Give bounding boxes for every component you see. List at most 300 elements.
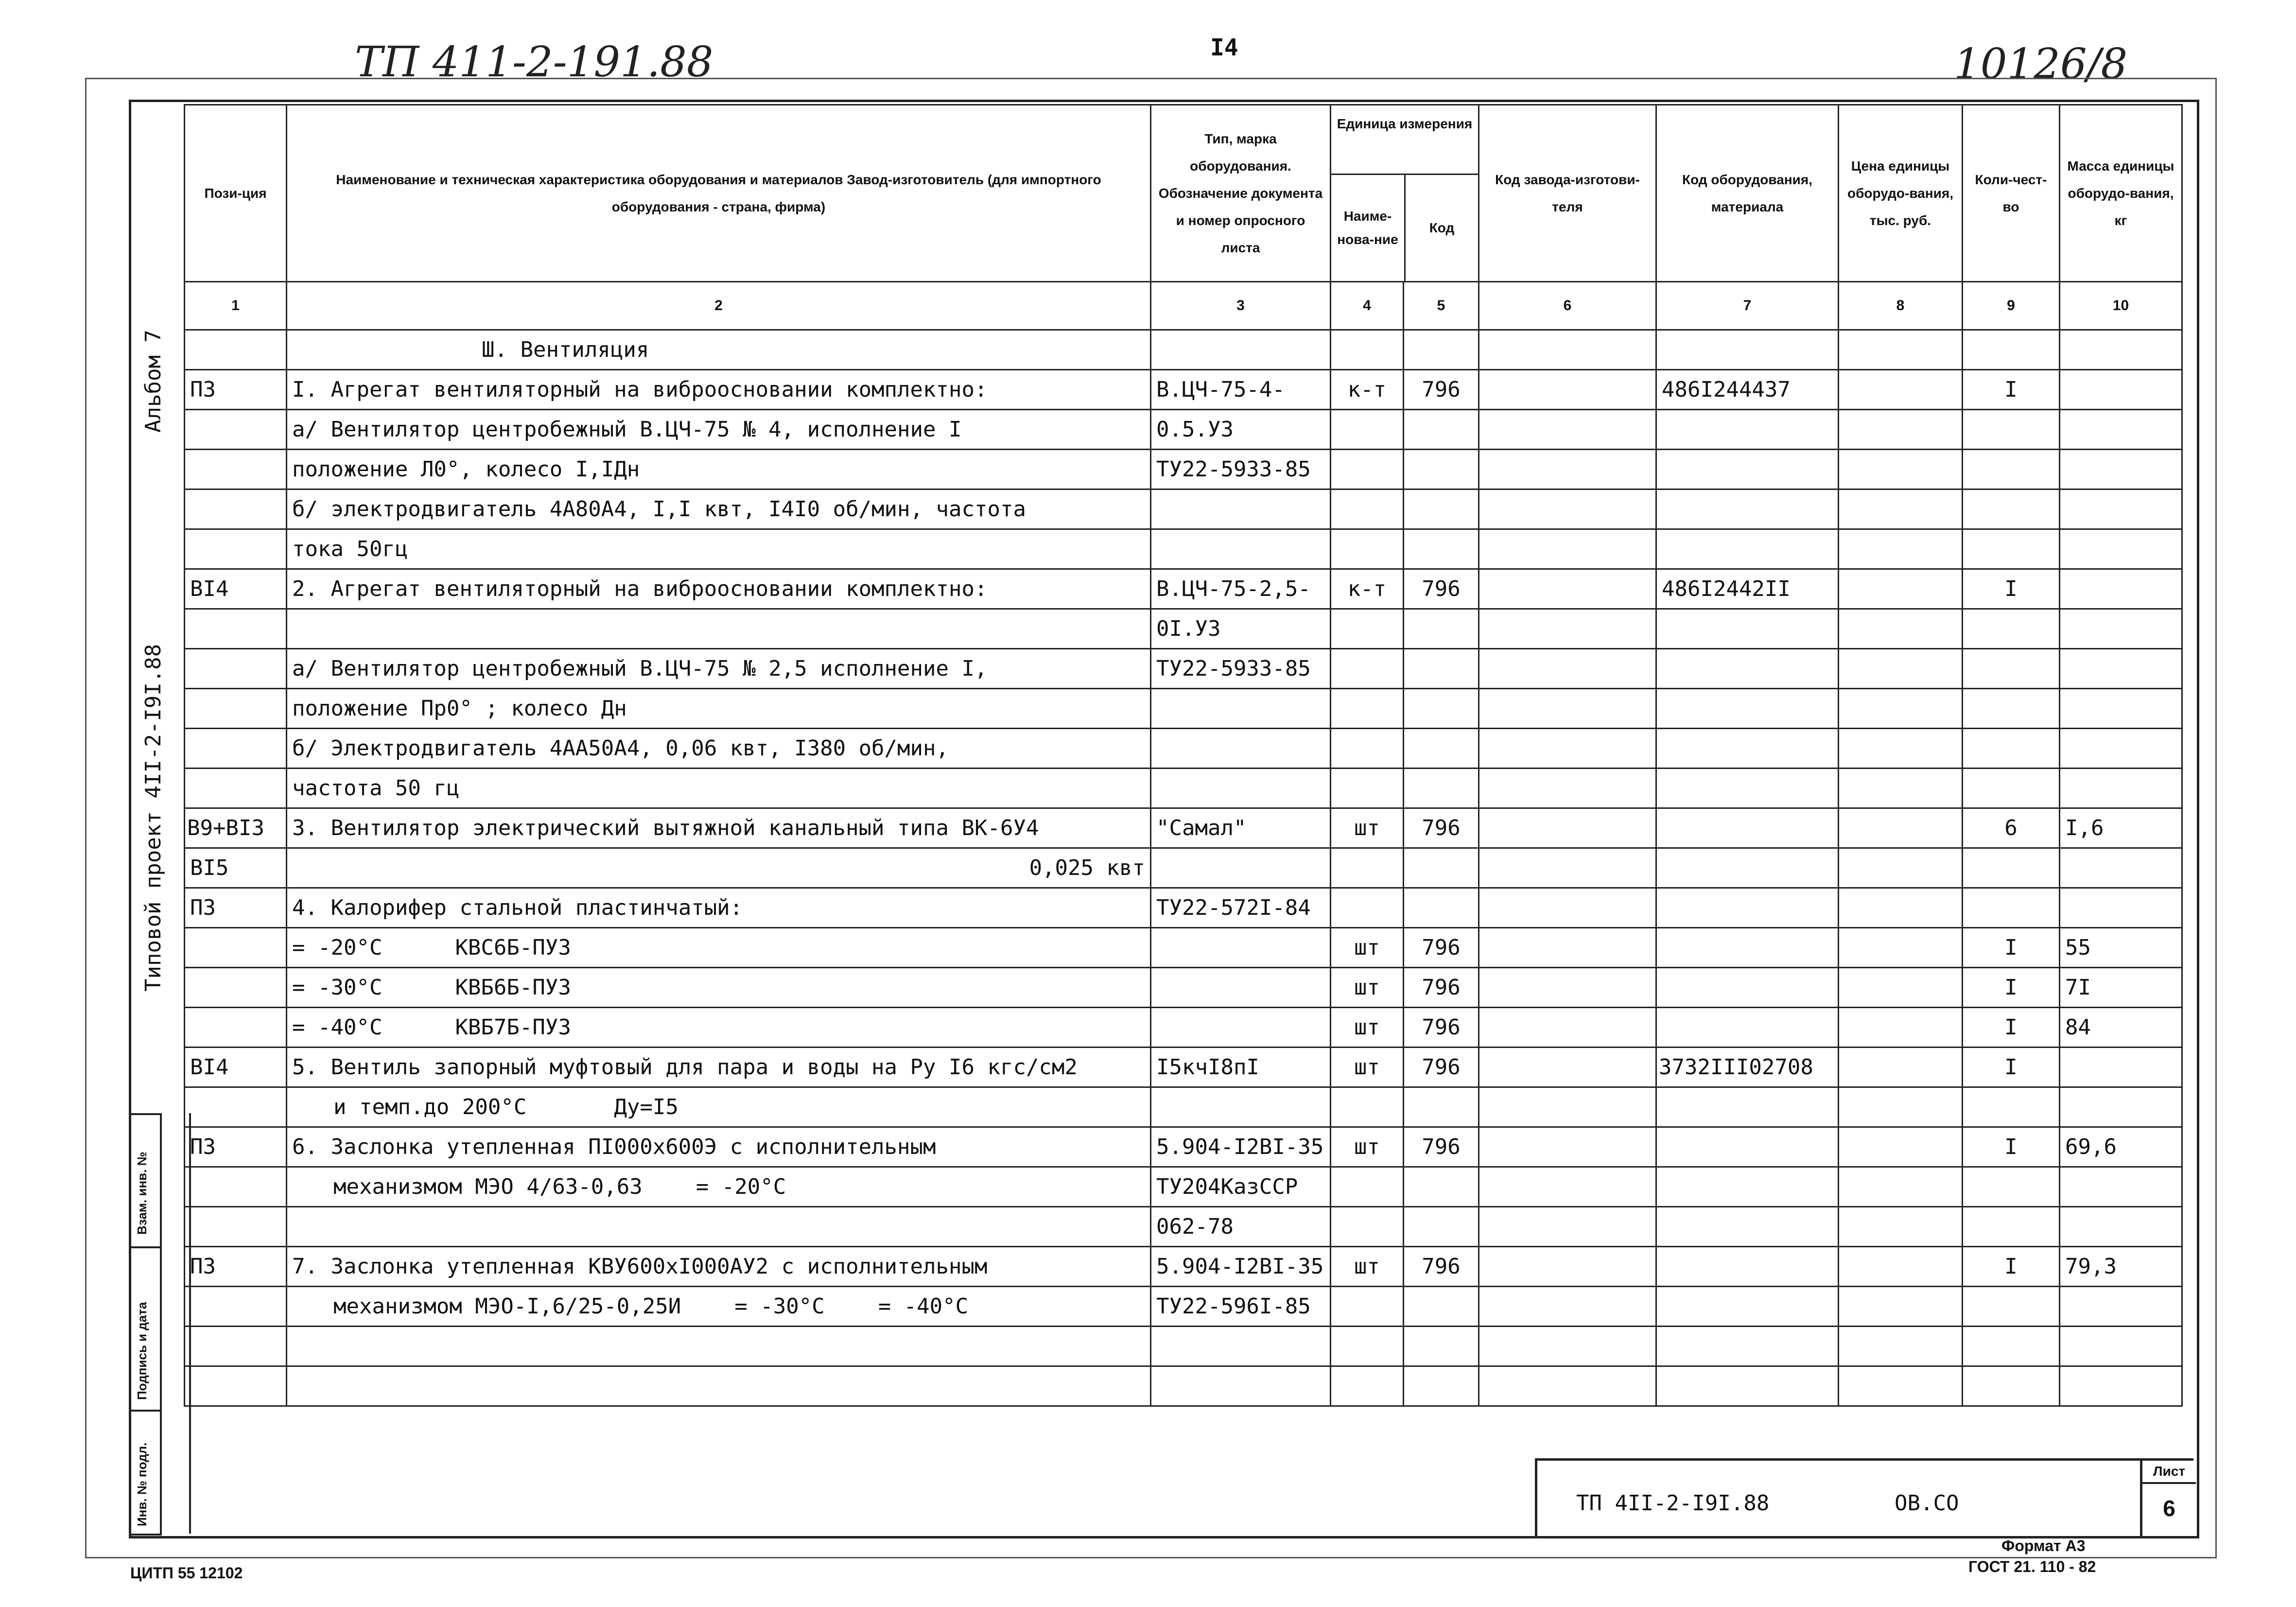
cell-pos: [185, 1327, 287, 1366]
cell-name: 5. Вентиль запорный муфтовый для пара и воды на Ру I6 кгс/см2: [287, 1048, 1151, 1087]
cell-code: [1404, 330, 1479, 370]
cell-maker-code: [1479, 1087, 1656, 1127]
table-row: [185, 769, 2182, 808]
cell-name: [287, 1087, 1151, 1127]
cell-maker-code: [1479, 330, 1656, 370]
cell-qty: I: [1963, 1127, 2060, 1167]
cell-pos: [185, 689, 287, 729]
cell-name: [287, 609, 1151, 649]
cell-mass: [2060, 1207, 2182, 1247]
cell-name: [287, 1366, 1151, 1406]
cell-mass: 55: [2060, 928, 2182, 968]
cell-unit: [1331, 1287, 1404, 1327]
cell-pos: [185, 1087, 287, 1127]
cell-code: [1404, 689, 1479, 729]
cell-code: 796: [1404, 569, 1479, 609]
cell-equip-code: [1656, 848, 1839, 888]
cell-mass: [2060, 888, 2182, 928]
col-header-5: Код: [1429, 220, 1455, 235]
cell-name-dn: Ду=I5: [614, 1095, 678, 1119]
cell-mass: 7I: [2060, 968, 2182, 1008]
cell-type: ТУ22-572I-84: [1151, 888, 1331, 928]
cell-type: ТУ22-5933-85: [1151, 450, 1331, 489]
stamp-code: ОВ.СО: [1895, 1491, 1959, 1516]
cell-type: [1151, 729, 1331, 769]
table-row: [185, 529, 2182, 569]
cell-unit: к-т: [1331, 569, 1404, 609]
cell-name-temp: = -20°С: [292, 935, 383, 960]
cell-price: [1839, 1207, 1963, 1247]
cell-pos: ВI4: [185, 569, 287, 609]
cell-type: [1151, 1366, 1331, 1406]
cell-type: [1151, 1327, 1331, 1366]
cell-maker-code: [1479, 1048, 1656, 1087]
cell-code: 796: [1404, 1008, 1479, 1048]
cell-mass: 79,3: [2060, 1247, 2182, 1287]
cell-pos: П3: [185, 888, 287, 928]
cell-qty: [1963, 450, 2060, 489]
cell-qty: [1963, 689, 2060, 729]
cell-code: 796: [1404, 370, 1479, 410]
cell-price: [1839, 968, 1963, 1008]
cell-price: [1839, 1048, 1963, 1087]
page-number: I4: [1210, 34, 1238, 61]
cell-name: а/ Вентилятор центробежный В.ЦЧ-75 № 2,5 исполнение I,: [287, 649, 1151, 689]
cell-pos: П3: [185, 370, 287, 410]
cell-mass: [2060, 609, 2182, 649]
table-row: [185, 1327, 2182, 1366]
cell-code: [1404, 1287, 1479, 1327]
cell-equip-code: [1656, 1008, 1839, 1048]
cell-price: [1839, 330, 1963, 370]
cell-unit: шт: [1331, 1247, 1404, 1287]
cell-equip-code: [1656, 489, 1839, 529]
cell-pos: [185, 1167, 287, 1207]
cell-qty: [1963, 529, 2060, 569]
table-row: [185, 489, 2182, 529]
cell-price: [1839, 848, 1963, 888]
cell-price: [1839, 450, 1963, 489]
cell-equip-code: [1656, 330, 1839, 370]
cell-mass: [2060, 410, 2182, 450]
cell-equip-code: [1656, 769, 1839, 808]
cell-name: 4. Калорифер стальной пластинчатый:: [287, 888, 1151, 928]
cell-maker-code: [1479, 1327, 1656, 1366]
cell-pos: [185, 489, 287, 529]
cell-maker-code: [1479, 769, 1656, 808]
cell-equip-code: [1656, 1087, 1839, 1127]
cell-qty: [1963, 649, 2060, 689]
cell-type: ТУ22-5933-85: [1151, 649, 1331, 689]
cell-type: [1151, 330, 1331, 370]
cell-mass: [2060, 1287, 2182, 1327]
cell-unit: [1331, 330, 1404, 370]
cell-qty: I: [1963, 569, 2060, 609]
cell-pos: [185, 330, 287, 370]
cell-price: [1839, 1008, 1963, 1048]
cell-price: [1839, 769, 1963, 808]
cell-qty: I: [1963, 968, 2060, 1008]
cell-unit: [1331, 729, 1404, 769]
cell-unit: [1331, 689, 1404, 729]
col-num-4: 4: [1331, 282, 1404, 330]
cell-code: [1404, 529, 1479, 569]
cell-type: [1151, 1087, 1331, 1127]
cell-type: [1151, 968, 1331, 1008]
cell-equip-code: [1656, 529, 1839, 569]
cell-mass: [2060, 1366, 2182, 1406]
cell-name: 2. Агрегат вентиляторный на виброосновании комплектно:: [287, 569, 1151, 609]
col-num-10: 10: [2060, 282, 2182, 330]
col-header-6: Код завода-изготови-теля: [1479, 105, 1656, 282]
cell-pos: [185, 1207, 287, 1247]
cell-pos: [185, 1287, 287, 1327]
cell-qty: [1963, 1167, 2060, 1207]
cell-mass: [2060, 1327, 2182, 1366]
cell-equip-code: [1656, 1327, 1839, 1366]
cell-maker-code: [1479, 1008, 1656, 1048]
cell-price: [1839, 808, 1963, 848]
cell-qty: I: [1963, 1247, 2060, 1287]
cell-code: [1404, 1327, 1479, 1366]
title-block: [1535, 1458, 2193, 1536]
cell-unit: [1331, 649, 1404, 689]
cell-type: [1151, 529, 1331, 569]
cell-pos: П3: [185, 1127, 287, 1167]
cell-qty: I: [1963, 370, 2060, 410]
cell-maker-code: [1479, 888, 1656, 928]
cell-code: [1404, 649, 1479, 689]
cell-type: "Самал": [1151, 808, 1331, 848]
cell-type: I5кчI8пI: [1151, 1048, 1331, 1087]
cell-type: 0.5.У3: [1151, 410, 1331, 450]
cell-equip-code: [1656, 1127, 1839, 1167]
cell-price: [1839, 729, 1963, 769]
cell-qty: [1963, 1327, 2060, 1366]
cell-maker-code: [1479, 410, 1656, 450]
cell-pos: [185, 928, 287, 968]
cell-equip-code: [1656, 1366, 1839, 1406]
table-row: [185, 1087, 2182, 1127]
cell-unit: [1331, 1207, 1404, 1247]
col-header-4: Наиме-нова-ние: [1331, 175, 1406, 281]
cell-mass: [2060, 569, 2182, 609]
cell-name: б/ электродвигатель 4А80А4, I,I квт, I4I0 об/мин, частота: [287, 489, 1151, 529]
cell-type: [1151, 1008, 1331, 1048]
cell-code: 796: [1404, 1247, 1479, 1287]
footer-format: Формат А3: [2001, 1537, 2086, 1555]
cell-mass: [2060, 1167, 2182, 1207]
cell-qty: [1963, 1087, 2060, 1127]
cell-name: 6. Заслонка утепленная ПI000х600Э с исполнительным: [287, 1127, 1151, 1167]
footer-gost: ГОСТ 21. 110 - 82: [1968, 1558, 2096, 1575]
table-row: [185, 928, 2182, 968]
cell-maker-code: [1479, 968, 1656, 1008]
cell-name-temp: = -20°С: [696, 1174, 786, 1199]
table-row: [185, 1167, 2182, 1207]
cell-pos: [185, 649, 287, 689]
cell-unit: шт: [1331, 1048, 1404, 1087]
cell-name: 7. Заслонка утепленная КВУ600хI000АУ2 с исполнительным: [287, 1247, 1151, 1287]
cell-price: [1839, 1167, 1963, 1207]
cell-maker-code: [1479, 848, 1656, 888]
cell-equip-code: [1656, 1207, 1839, 1247]
cell-type: ТУ22-596I-85: [1151, 1287, 1331, 1327]
table-row: [185, 729, 2182, 769]
cell-price: [1839, 888, 1963, 928]
cell-name: частота 50 гц: [287, 769, 1151, 808]
cell-type: [1151, 928, 1331, 968]
cell-equip-code: [1656, 1287, 1839, 1327]
table-row: [185, 609, 2182, 649]
side-box-label-3: Инв. № подл.: [135, 1442, 149, 1526]
col-header-9: Коли-чест-во: [1963, 105, 2060, 282]
cell-qty: [1963, 848, 2060, 888]
cell-pos: [185, 968, 287, 1008]
cell-unit: [1331, 848, 1404, 888]
cell-qty: [1963, 888, 2060, 928]
col-header-3: Тип, марка оборудования. Обозначение документа и номер опросного листа: [1151, 105, 1331, 282]
cell-code: [1404, 489, 1479, 529]
cell-price: [1839, 1087, 1963, 1127]
cell-pos: [185, 609, 287, 649]
cell-equip-code: [1656, 450, 1839, 489]
col-header-1: Пози-ция: [185, 105, 287, 282]
cell-mass: [2060, 848, 2182, 888]
cell-mass: [2060, 330, 2182, 370]
cell-name: тока 50гц: [287, 529, 1151, 569]
cell-unit: [1331, 769, 1404, 808]
cell-qty: [1963, 769, 2060, 808]
cell-code: 796: [1404, 928, 1479, 968]
cell-type: 5.904-I2ВI-35: [1151, 1247, 1331, 1287]
cell-equip-code: 3732III02708: [1656, 1048, 1839, 1087]
cell-mass: [2060, 769, 2182, 808]
cell-code: 796: [1404, 1127, 1479, 1167]
cell-pos: В9+ВI3: [185, 808, 287, 848]
cell-mass: [2060, 649, 2182, 689]
cell-name: [287, 1167, 1151, 1207]
cell-name-temp-1: = -30°С: [734, 1294, 825, 1319]
cell-price: [1839, 1247, 1963, 1287]
cell-pos: П3: [185, 1247, 287, 1287]
cell-qty: [1963, 1366, 2060, 1406]
cell-type: 5.904-I2ВI-35: [1151, 1127, 1331, 1167]
cell-pos: [185, 769, 287, 808]
side-box-label-2: Подпись и дата: [135, 1302, 149, 1400]
table-row: [185, 450, 2182, 489]
cell-pos: ВI5: [185, 848, 287, 888]
header-row: [185, 105, 2182, 282]
cell-mass: [2060, 450, 2182, 489]
cell-name: положение Л0°, колесо I,IДн: [287, 450, 1151, 489]
cell-qty: 6: [1963, 808, 2060, 848]
cell-name: [287, 1287, 1151, 1327]
col-num-9: 9: [1963, 282, 2060, 330]
table-row: [185, 649, 2182, 689]
cell-unit: [1331, 1167, 1404, 1207]
cell-unit: [1331, 529, 1404, 569]
stamp-designation: ТП 4II-2-I9I.88: [1576, 1491, 1770, 1516]
table-row: [185, 968, 2182, 1008]
cell-pos: ВI4: [185, 1048, 287, 1087]
cell-unit: к-т: [1331, 370, 1404, 410]
cell-name-actuator: механизмом МЭО-I,6/25-0,25И: [333, 1294, 681, 1319]
col-header-2: Наименование и техническая характеристика оборудования и материалов Завод-изготовитель (для импортного оборудования - страна, фирма): [287, 105, 1151, 282]
table-row: [185, 888, 2182, 928]
cell-qty: [1963, 330, 2060, 370]
cell-name: б/ Электродвигатель 4АА50А4, 0,06 квт, I380 об/мин,: [287, 729, 1151, 769]
cell-name-model: КВС6Б-ПУ3: [455, 935, 571, 960]
cell-price: [1839, 1366, 1963, 1406]
cell-code: [1404, 609, 1479, 649]
cell-equip-code: 486I2442II: [1656, 569, 1839, 609]
cell-qty: [1963, 609, 2060, 649]
cell-price: [1839, 410, 1963, 450]
cell-name: 0,025 квт: [287, 848, 1151, 888]
cell-price: [1839, 609, 1963, 649]
cell-pos: [185, 729, 287, 769]
cell-type: В.ЦЧ-75-4-: [1151, 370, 1331, 410]
cell-maker-code: [1479, 808, 1656, 848]
cell-mass: [2060, 729, 2182, 769]
cell-name-temp: = -40°С: [292, 1015, 383, 1040]
cell-code: 796: [1404, 808, 1479, 848]
cell-maker-code: [1479, 1366, 1656, 1406]
cell-equip-code: [1656, 888, 1839, 928]
cell-unit: [1331, 1366, 1404, 1406]
cell-price: [1839, 370, 1963, 410]
table-row: [185, 1127, 2182, 1167]
cell-pos: [185, 1366, 287, 1406]
side-stamp-boxes: [129, 1113, 191, 1534]
cell-price: [1839, 649, 1963, 689]
cell-maker-code: [1479, 489, 1656, 529]
cell-mass: I,6: [2060, 808, 2182, 848]
cell-equip-code: [1656, 649, 1839, 689]
cell-code: [1404, 450, 1479, 489]
sheet-number: 6: [2163, 1496, 2175, 1521]
col-header-7: Код оборудования, материала: [1656, 105, 1839, 282]
table-row: [185, 1008, 2182, 1048]
col-num-6: 6: [1479, 282, 1656, 330]
cell-qty: [1963, 729, 2060, 769]
col-num-7: 7: [1656, 282, 1839, 330]
cell-code: [1404, 410, 1479, 450]
cell-equip-code: [1656, 928, 1839, 968]
cell-type: 062-78: [1151, 1207, 1331, 1247]
cell-equip-code: [1656, 729, 1839, 769]
cell-mass: [2060, 370, 2182, 410]
cell-maker-code: [1479, 689, 1656, 729]
cell-equip-code: 486I244437: [1656, 370, 1839, 410]
cell-unit: шт: [1331, 1008, 1404, 1048]
cell-maker-code: [1479, 1127, 1656, 1167]
archive-number: 10126/8: [1954, 40, 2128, 88]
cell-qty: [1963, 489, 2060, 529]
cell-price: [1839, 1127, 1963, 1167]
cell-maker-code: [1479, 1247, 1656, 1287]
table-row: [185, 1366, 2182, 1406]
cell-code: [1404, 848, 1479, 888]
cell-qty: [1963, 1287, 2060, 1327]
cell-unit: [1331, 410, 1404, 450]
cell-unit: шт: [1331, 1127, 1404, 1167]
cell-name: [287, 1207, 1151, 1247]
table-row: [185, 1048, 2182, 1087]
cell-type: ТУ204КазССР: [1151, 1167, 1331, 1207]
side-box-label-1: Взам. инв. №: [135, 1152, 149, 1235]
specification-table: [184, 104, 2183, 1407]
cell-name: [287, 1008, 1151, 1048]
cell-pos: [185, 410, 287, 450]
col-num-2: 2: [287, 282, 1151, 330]
table-row: [185, 1287, 2182, 1327]
cell-price: [1839, 689, 1963, 729]
table-row: [185, 569, 2182, 609]
cell-maker-code: [1479, 1287, 1656, 1327]
cell-type: В.ЦЧ-75-2,5-: [1151, 569, 1331, 609]
cell-unit: шт: [1331, 808, 1404, 848]
cell-type: [1151, 689, 1331, 729]
cell-equip-code: [1656, 1167, 1839, 1207]
cell-type: [1151, 489, 1331, 529]
col-num-5: 5: [1404, 282, 1479, 330]
cell-equip-code: [1656, 410, 1839, 450]
section-title: Ш. Вентиляция: [287, 330, 1151, 370]
album-label: Альбом 7: [141, 330, 166, 433]
cell-type: [1151, 848, 1331, 888]
cell-mass: [2060, 689, 2182, 729]
cell-mass: [2060, 489, 2182, 529]
sheet-label: Лист: [2142, 1461, 2196, 1484]
cell-name: [287, 1327, 1151, 1366]
cell-name-temp-2: = -40°С: [878, 1294, 969, 1319]
cell-code: [1404, 1207, 1479, 1247]
cell-mass: [2060, 1048, 2182, 1087]
cell-price: [1839, 489, 1963, 529]
cell-pos: [185, 529, 287, 569]
cell-price: [1839, 1287, 1963, 1327]
col-header-units: [1331, 105, 1479, 282]
sheet-box: [2140, 1461, 2196, 1536]
cell-maker-code: [1479, 1167, 1656, 1207]
col-num-3: 3: [1151, 282, 1331, 330]
cell-unit: [1331, 609, 1404, 649]
cell-maker-code: [1479, 928, 1656, 968]
cell-price: [1839, 529, 1963, 569]
cell-mass: [2060, 1087, 2182, 1127]
cell-qty: I: [1963, 1048, 2060, 1087]
cell-maker-code: [1479, 569, 1656, 609]
table-row: [185, 689, 2182, 729]
cell-unit: [1331, 888, 1404, 928]
cell-qty: I: [1963, 928, 2060, 968]
cell-code: 796: [1404, 1048, 1479, 1087]
cell-code: [1404, 1366, 1479, 1406]
cell-name-actuator: механизмом МЭО 4/63-0,63: [333, 1174, 643, 1199]
cell-equip-code: [1656, 1247, 1839, 1287]
cell-maker-code: [1479, 609, 1656, 649]
cell-name: 3. Вентилятор электрический вытяжной канальный типа ВК-6У4: [287, 808, 1151, 848]
cell-code: 796: [1404, 968, 1479, 1008]
cell-equip-code: [1656, 808, 1839, 848]
cell-maker-code: [1479, 1207, 1656, 1247]
unit-group-title: Единица измерения: [1331, 105, 1478, 175]
cell-equip-code: [1656, 609, 1839, 649]
cell-code: [1404, 888, 1479, 928]
cell-maker-code: [1479, 529, 1656, 569]
